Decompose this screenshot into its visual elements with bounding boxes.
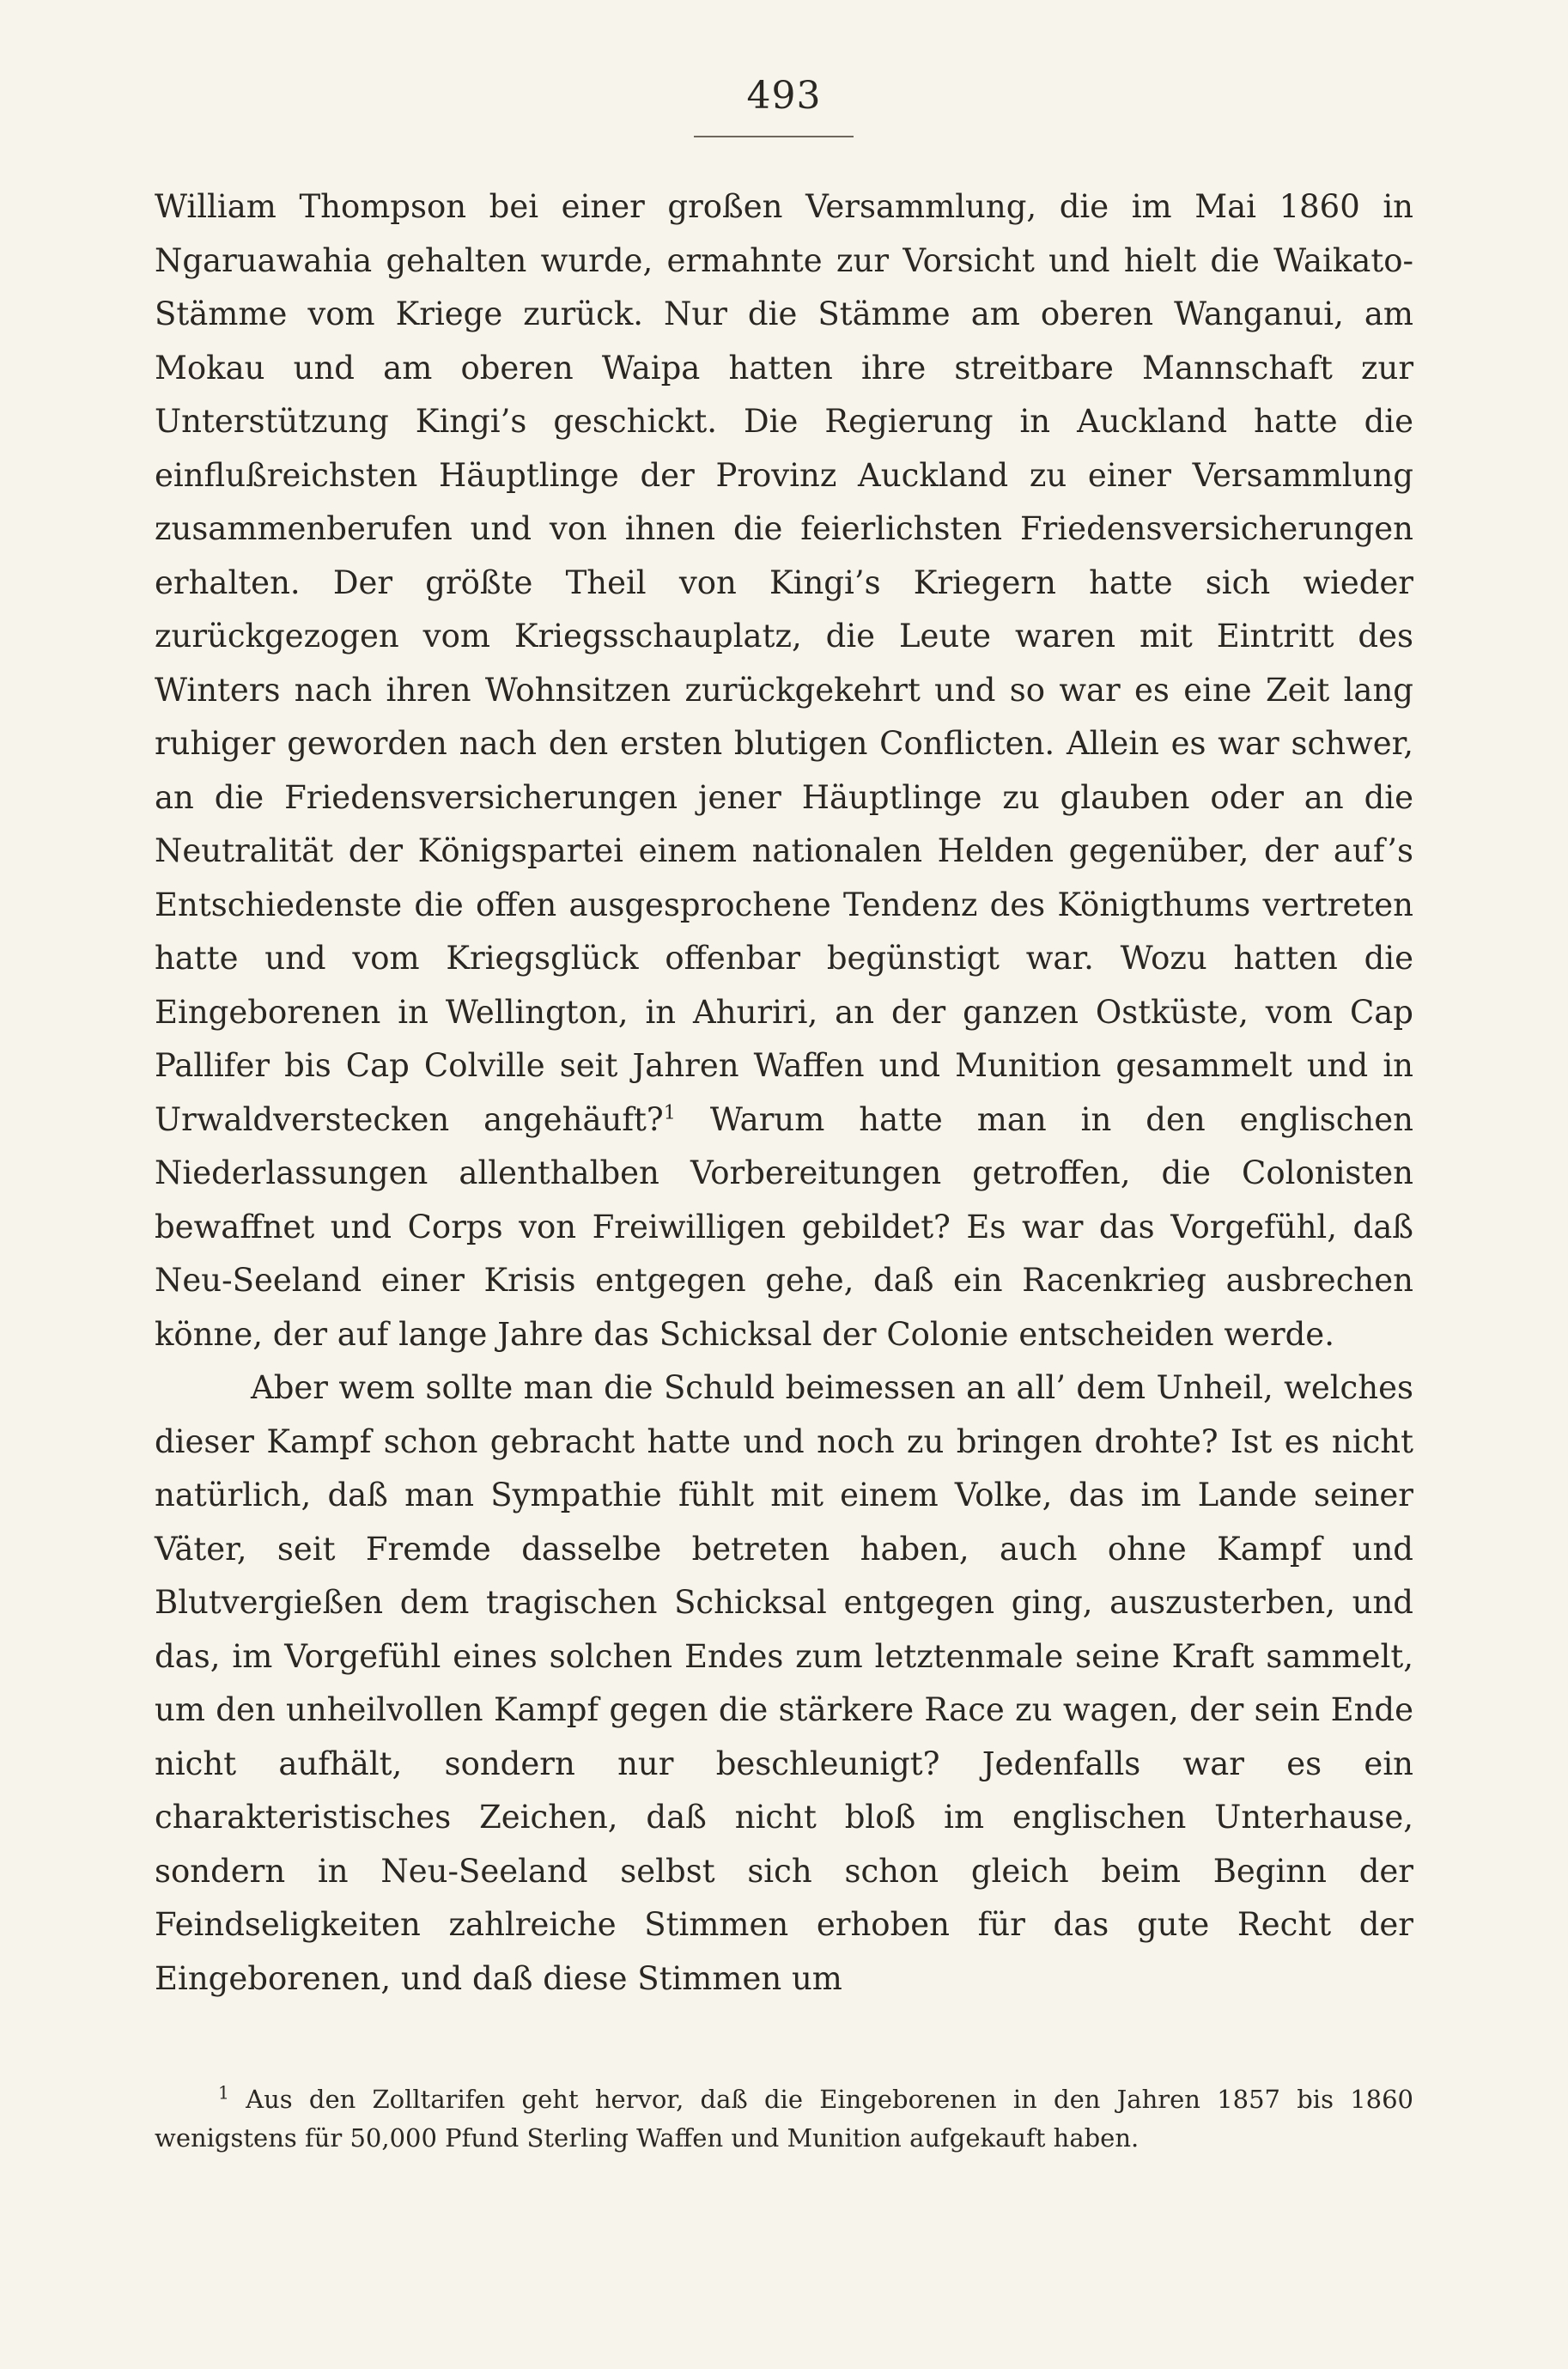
paragraph-1-text-continued: Warum hatte man in den englischen Niederlassungen allenthalben Vorbereitungen getroffen, die Colonisten bewaffnet und Corps von Freiwilligen gebildet? Es war das Vorgefühl, daß Neu-Seeland einer Krisis entgegen gehe, daß ein Racenkrieg ausbrechen könne, der auf lange Jahre das Schicksal der Colonie entscheiden werde. bbox=[155, 1100, 1413, 1353]
paragraph-1 bbox=[155, 180, 1413, 1361]
footnote bbox=[155, 2080, 1413, 2158]
footnote-reference[interactable]: 1 bbox=[663, 1101, 676, 1124]
footnote-text: Aus den Zolltarifen geht hervor, daß die Eingeborenen in den Jahren 1857 bis 1860 wenigstens für 50,000 Pfund Sterling Waffen und Munition aufgekauft haben. bbox=[155, 2085, 1413, 2153]
paragraph-2 bbox=[155, 1361, 1413, 2006]
paragraph-1-text: William Thompson bei einer großen Versammlung, die im Mai 1860 in Ngaruawahia gehalten wurde, ermahnte zur Vorsicht und hielt die Waikato-Stämme vom Kriege zurück. Nur die Stämme am oberen Wanganui, am Mokau und am oberen Waipa hatten ihre streitbare Mannschaft zur Unterstützung Kingi’s geschickt. Die Regierung in Auckland hatte die einflußreichsten Häuptlinge der Provinz Auckland zu einer Versammlung zusammenberufen und von ihnen die feierlichsten Friedensversicherungen erhalten. Der größte Theil von Kingi’s Kriegern hatte sich wieder zurückgezogen vom Kriegsschauplatz, die Leute waren mit Eintritt des Winters nach ihren Wohnsitzen zurückgekehrt und so war es eine Zeit lang ruhiger geworden nach den ersten blutigen Conflicten. Allein es war schwer, an die Friedensversicherungen jener Häuptlinge zu glauben oder an die Neutralität der Königspartei einem nationalen Helden gegenüber, der auf’s Entschiedenste die offen ausgesprochene Tendenz des Königthums vertreten hatte und vom Kriegsglück offenbar begünstigt war. Wozu hatten die Eingeborenen in Wellington, in Ahuriri, an der ganzen Ostküste, vom Cap Pallifer bis Cap Colville seit Jahren Waffen und Munition gesammelt und in Urwaldverstecken angehäuft? bbox=[155, 188, 1413, 1138]
footnote-marker: 1 bbox=[218, 2082, 229, 2104]
paragraph-2-text: Aber wem sollte man die Schuld beimessen an all’ dem Unheil, welches dieser Kampf schon gebracht hatte und noch zu bringen drohte? Ist es nicht natürlich, daß man Sympathie fühlt mit einem Volke, das im Lande seiner Väter, seit Fremde dasselbe betreten haben, auch ohne Kampf und Blutvergießen dem tragischen Schicksal entgegen ging, auszusterben, und das, im Vorgefühl eines solchen Endes zum letztenmale seine Kraft sammelt, um den unheilvollen Kampf gegen die stärkere Race zu wagen, der sein Ende nicht aufhält, sondern nur beschleunigt? Jedenfalls war es ein charakteristisches Zeichen, daß nicht bloß im englischen Unterhause, sondern in Neu-Seeland selbst sich schon gleich beim Beginn der Feindseligkeiten zahlreiche Stimmen erhoben für das gute Recht der Eingeborenen, und daß diese Stimmen um bbox=[155, 1369, 1413, 1997]
page-number: 493 bbox=[746, 74, 822, 118]
header-rule bbox=[694, 136, 854, 137]
body-text bbox=[155, 180, 1413, 2006]
